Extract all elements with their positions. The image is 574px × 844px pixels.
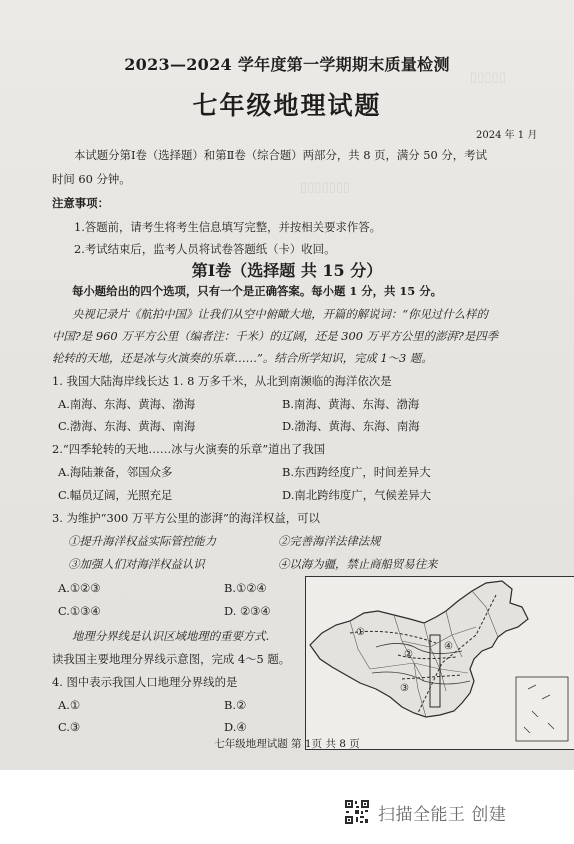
intro-line: 时间 60 分钟。 xyxy=(52,172,131,186)
answer-option: A.① xyxy=(58,698,81,712)
bleed-through-text: ▯▯▯▯▯▯▯ xyxy=(300,180,351,195)
map-label-4: ④ xyxy=(444,641,453,652)
answer-option: D.南北跨纬度广，气候差异大 xyxy=(282,488,432,502)
statement-option: ①提升海洋权益实际管控能力 xyxy=(68,534,217,548)
question-stem: 3. 为维护“300 万平方公里的澎湃”的海洋权益，可以 xyxy=(52,511,320,525)
answer-option: B.② xyxy=(224,698,247,712)
answer-option: D.④ xyxy=(224,720,247,734)
note-item: 2.考试结束后，监考人员将试卷答题纸（卡）收回。 xyxy=(74,242,336,256)
section-instruction: 每小题给出的四个选项，只有一个是正确答案。每小题 1 分，共 15 分。 xyxy=(72,284,442,298)
scanner-watermark xyxy=(344,797,506,827)
answer-option: C.幅员辽阔，光照充足 xyxy=(58,488,173,502)
intro-line: 本试题分第Ⅰ卷（选择题）和第Ⅱ卷（综合题）两部分，共 8 页，满分 50 分，考试 xyxy=(74,148,487,162)
passage-line: 中国?是 960 万平方公里（编者注：千米）的辽阔，还是 300 万平方公里的澎湃?是四季 xyxy=(52,329,499,343)
map-label-2: ② xyxy=(404,649,413,660)
answer-option: A.南海、东海、黄海、渤海 xyxy=(58,397,196,411)
notes-heading: 注意事项： xyxy=(52,196,109,210)
answer-option: C.③ xyxy=(58,720,81,734)
note-item: 1.答题前，请考生将考生信息填写完整，并按相关要求作答。 xyxy=(74,220,382,234)
question-stem: 2.“四季轮转的天地……冰与火演奏的乐章”道出了我国 xyxy=(52,442,326,456)
page-footer: 七年级地理试题 第 1页 共 8 页 xyxy=(214,738,360,750)
passage-line: 央视记录片《航拍中国》让我们从空中俯瞰大地，开篇的解说词：“你见过什么样的 xyxy=(72,307,488,321)
exam-subtitle: 七年级地理试题 xyxy=(192,91,382,120)
question-stem: 4. 图中表示我国人口地理分界线的是 xyxy=(52,675,238,689)
exam-date: 2024 年 1 月 xyxy=(476,130,538,141)
answer-option: B.东西跨经度广，时间差异大 xyxy=(282,465,431,479)
statement-option: ③加强人们对海洋权益认识 xyxy=(68,557,205,571)
answer-option: D.渤海、黄海、东海、南海 xyxy=(282,419,420,433)
south-china-sea-inset xyxy=(516,677,568,741)
china-outline xyxy=(310,581,528,717)
china-boundary-map xyxy=(305,576,574,750)
china-map-figure xyxy=(306,577,574,749)
answer-option: C.①③④ xyxy=(58,604,101,618)
answer-option: A.①②③ xyxy=(58,581,101,595)
map-label-3: ③ xyxy=(400,683,409,694)
section-title: 第Ⅰ卷（选择题 共 15 分） xyxy=(191,261,383,280)
question-stem: 1. 我国大陆海岸线长达 1. 8 万多千米，从北到南濒临的海洋依次是 xyxy=(52,374,392,388)
statement-option: ④以海为疆，禁止商船贸易往来 xyxy=(278,557,438,571)
bleed-through-text: ▯▯▯▯▯ xyxy=(470,70,506,85)
exam-title: 2023—2024 学年度第一学期期末质量检测 xyxy=(124,55,450,74)
passage-line: 地理分界线是认识区域地理的重要方式. xyxy=(72,629,270,643)
answer-option: C.渤海、东海、黄海、南海 xyxy=(58,419,196,433)
answer-option: D. ②③④ xyxy=(224,604,271,618)
map-label-1: ① xyxy=(356,627,365,638)
answer-option: B.①②④ xyxy=(224,581,267,595)
passage-line: 读我国主要地理分界线示意图，完成 4～5 题。 xyxy=(52,652,291,666)
answer-option: A.海陆兼备，邻国众多 xyxy=(58,465,173,479)
qr-code-icon xyxy=(344,799,370,825)
passage-line: 轮转的天地，还是冰与火演奏的乐章……”。结合所学知识，完成 1～3 题。 xyxy=(52,351,433,365)
watermark-text: 扫描全能王 创建 xyxy=(378,804,507,825)
answer-option: B.南海、黄海、东海、渤海 xyxy=(282,397,420,411)
statement-option: ②完善海洋法律法规 xyxy=(278,534,381,548)
